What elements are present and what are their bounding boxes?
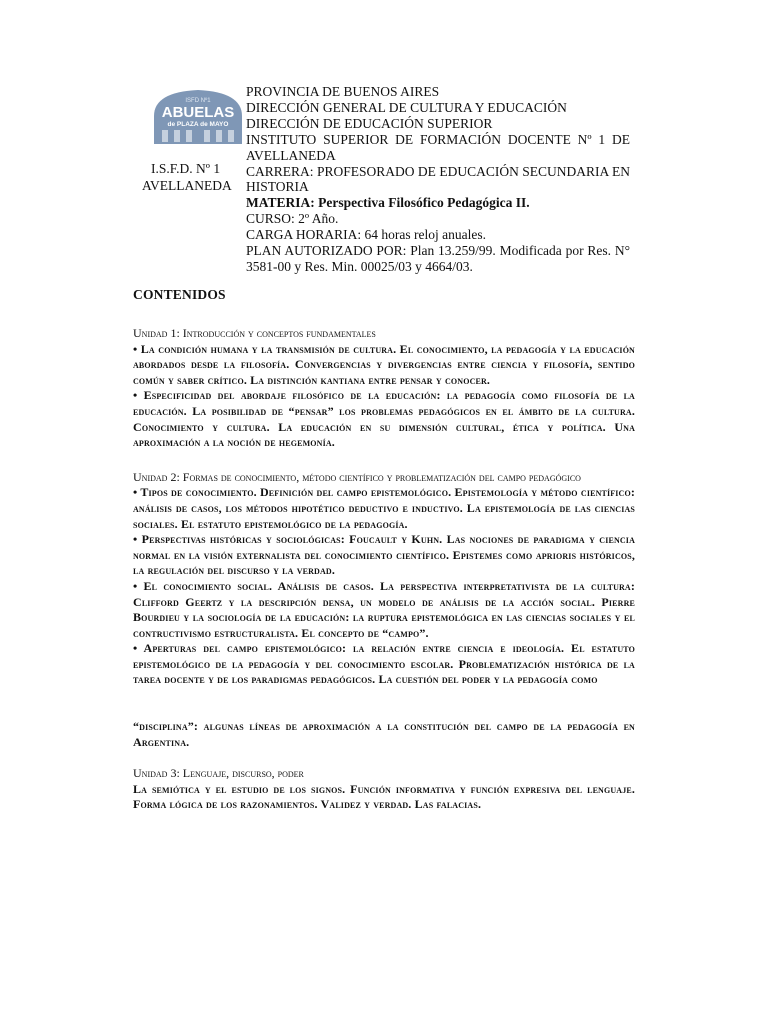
header-carga-horaria: CARGA HORARIA: 64 horas reloj anuales.: [246, 227, 486, 243]
abuelas-logo: [150, 86, 246, 156]
institute-city: AVELLANEDA: [142, 178, 232, 193]
header-plan-cont: 3581-00 y Res. Min. 00025/03 y 4664/03.: [246, 258, 473, 274]
unit-2-paragraph-5: “disciplina”: algunas líneas de aproximación a la constitución del campo de la pedagogía en Argentina.: [133, 719, 635, 749]
unit-2-paragraph-1: • Tipos de conocimiento. Definición del campo epistemológico. Epistemología y método científico: análisis de casos, los métodos hipotético deductivo e inductivo. La epistemología de las ciencias sociales. El estatuto epistemológico de la pedagogía.: [133, 485, 635, 531]
unit-2-paragraph-2: • Perspectivas históricas y sociológicas: Foucault y Kuhn. Las nociones de paradigma y ciencia normal en la visión externalista del conocimiento científico. Epistemes como aprioris históricos, la regulación del discurso y la verdad.: [133, 532, 635, 578]
header-province: PROVINCIA DE BUENOS AIRES: [246, 84, 440, 99]
unit-2-title: Unidad 2: Formas de conocimiento, método científico y problematización del campo pedagógico: [133, 469, 581, 484]
header-curso: CURSO: 2º Año.: [246, 211, 339, 227]
header-direccion-general: DIRECCIÓN GENERAL DE CULTURA Y EDUCACIÓN: [246, 99, 567, 115]
materia-value: Perspectiva Filosófico Pedagógica II.: [318, 195, 530, 211]
document-header: [246, 84, 630, 275]
header-instituto-cont: AVELLANEDA: [246, 147, 336, 163]
logo-name: ABUELAS: [161, 104, 235, 121]
unit-2-paragraph-4: • Aperturas del campo epistemológico: la relación entre ciencia e ideología. El estatuto epistemológico de la pedagogía y del conocimiento escolar. Problematización histórica de la tarea docente y de los paradigmas pedagógicos. La cuestión del poder y la pedagogía como: [133, 641, 635, 687]
header-instituto: INSTITUTO SUPERIOR DE FORMACIÓN DOCENTE Nº 1 DE: [246, 131, 630, 147]
unit-1-paragraph-1: • La condición humana y la transmisión de cultura. El conocimiento, la pedagogía y la educación abordados desde la filosofía. Convergencias y divergencias entre ciencia y filosofía, sentido común y saber crítico. La distinción kantiana entre pensar y conocer.: [133, 341, 635, 387]
unit-1-paragraph-2: • Especificidad del abordaje filosófico de la educación: la pedagogía como filosofía de la educación. La posibilidad de “pensar” los problemas pedagógicos en el ámbito de la cultura. Conocimiento y cultura. La educación en su dimensión cultural, ética y política. Una aproximación a la noción de hegemonía.: [133, 388, 635, 450]
unit-3-paragraph-1: La semiótica y el estudio de los signos. Función informativa y función expresiva del lenguaje. Forma lógica de los razonamientos. Validez y verdad. Las falacias.: [133, 781, 635, 812]
section-heading-contenidos: CONTENIDOS: [133, 287, 226, 302]
header-carrera-cont: HISTORIA: [246, 179, 309, 195]
institute-abbrev: I.S.F.D. Nº 1: [151, 161, 221, 176]
abuelas-logo-graphic: [150, 86, 246, 156]
materia-label: MATERIA:: [246, 195, 315, 211]
institution-logo-block: [133, 86, 263, 194]
document-body: [133, 287, 635, 813]
header-direccion-superior: DIRECCIÓN DE EDUCACIÓN SUPERIOR: [246, 115, 493, 131]
logo-subtitle: de PLAZA de MAYO: [167, 121, 229, 128]
logo-top-text: ISFD Nº1: [185, 98, 211, 104]
logo-caption: [133, 160, 263, 194]
header-carrera: CARRERA: PROFESORADO DE EDUCACIÓN SECUNDARIA EN: [246, 163, 630, 179]
header-plan: PLAN AUTORIZADO POR: Plan 13.259/99. Modificada por Res. N°: [246, 243, 630, 259]
unit-2-paragraph-3: • El conocimiento social. Análisis de casos. La perspectiva interpretativista de la cultura: Clifford Geertz y la descripción densa, un modelo de análisis de la acción social. Pierre Bourdieu y la sociología de la educación: la ruptura epistemológica en las ciencias sociales y el contructivismo estructuralista. El concepto de “campo”.: [133, 578, 635, 640]
header-materia: [246, 195, 630, 211]
unit-3-title: Unidad 3: Lenguaje, discurso, poder: [133, 766, 304, 781]
unit-1-title: Unidad 1: Introducción y conceptos fundamentales: [133, 326, 376, 340]
